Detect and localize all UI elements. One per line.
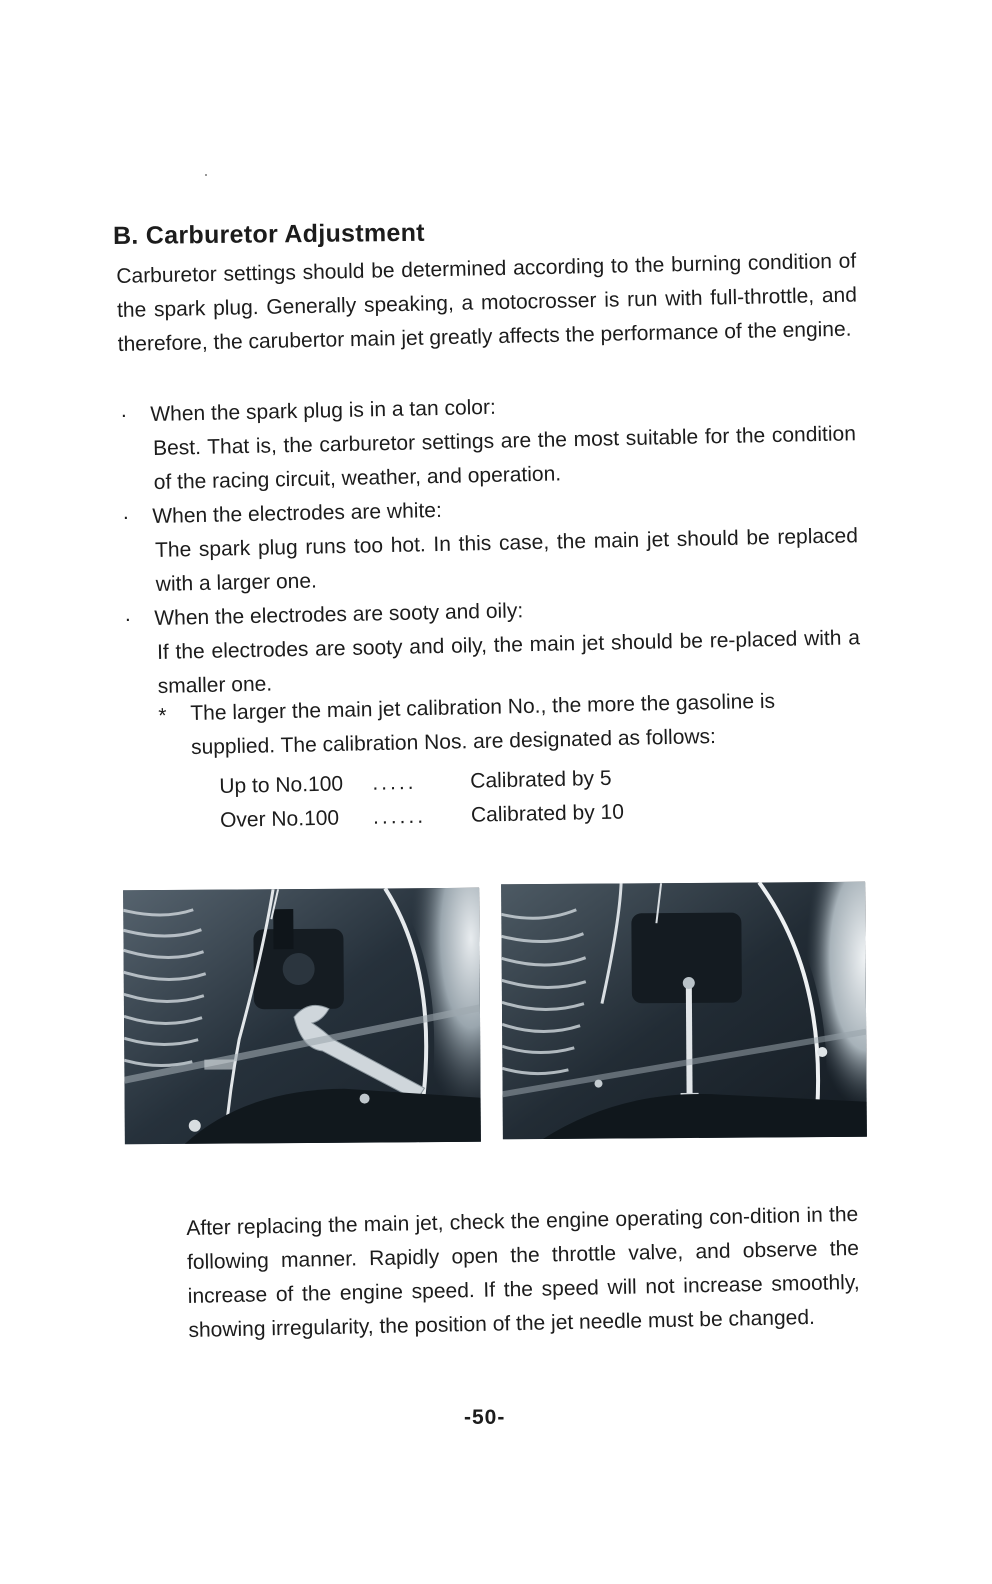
calibration-leader-dots: ..... (372, 770, 417, 795)
list-item-heading: When the electrodes are sooty and oily: (154, 599, 524, 630)
calibration-table (219, 760, 720, 838)
calibration-range: Up to No.100 (219, 772, 344, 798)
calibration-leader-dots: ...... (372, 804, 427, 829)
calibration-range: Over No.100 (219, 806, 340, 832)
list-item-body: Best. That is, the carburetor settings are the most suitable for the condition of the racing circuit, weather, and operation. (152, 422, 857, 494)
list-item-heading: When the spark plug is in a tan color: (150, 395, 497, 426)
list-item-body: If the electrodes are sooty and oily, the main jet should be re-placed with a smaller one. (156, 626, 861, 698)
calibration-value: Calibrated by 5 (470, 766, 612, 793)
list-item-heading: When the electrodes are white: (152, 498, 443, 528)
calibration-note (158, 683, 859, 765)
section-heading: B. Carburetor Adjustment (112, 218, 425, 250)
photo-screwdriver-illustration (501, 882, 867, 1140)
note-text: The larger the main jet calibration No., the more the gasoline is supplied. The calibration Nos. are designated as follows: (190, 689, 776, 759)
intro-paragraph: Carburetor settings should be determined according to the burning condition of the spark plug. Generally speaking, a motocrosser is run with full-throttle, and therefore, the carubertor main jet greatly affects the performance of the engine. (116, 249, 858, 356)
list-item-tan-color (120, 383, 857, 500)
bullet: · (124, 607, 132, 631)
photo-screwdriver-on-jet (501, 882, 867, 1140)
bullet: · (122, 505, 130, 529)
calibration-value: Calibrated by 10 (470, 800, 625, 827)
dust-speck (205, 174, 207, 176)
bullet: · (120, 403, 128, 427)
list-item-white-electrodes (122, 485, 859, 602)
photo-wrench-on-carburetor (123, 888, 481, 1144)
after-replacement-paragraph: After replacing the main jet, check the engine operating con-dition in the following manner. Rapidly open the throttle valve, and observe the increase of the engine speed. If the speed will not increase smoothly, showing irregularity, the position of the jet needle must be changed. (186, 1202, 860, 1342)
page-number: -50- (464, 1406, 506, 1429)
photo-wrench-illustration (123, 888, 481, 1144)
asterisk-marker: * (158, 704, 167, 728)
list-item-body: The spark plug runs too hot. In this case, the main jet should be replaced with a larger one. (154, 524, 859, 596)
